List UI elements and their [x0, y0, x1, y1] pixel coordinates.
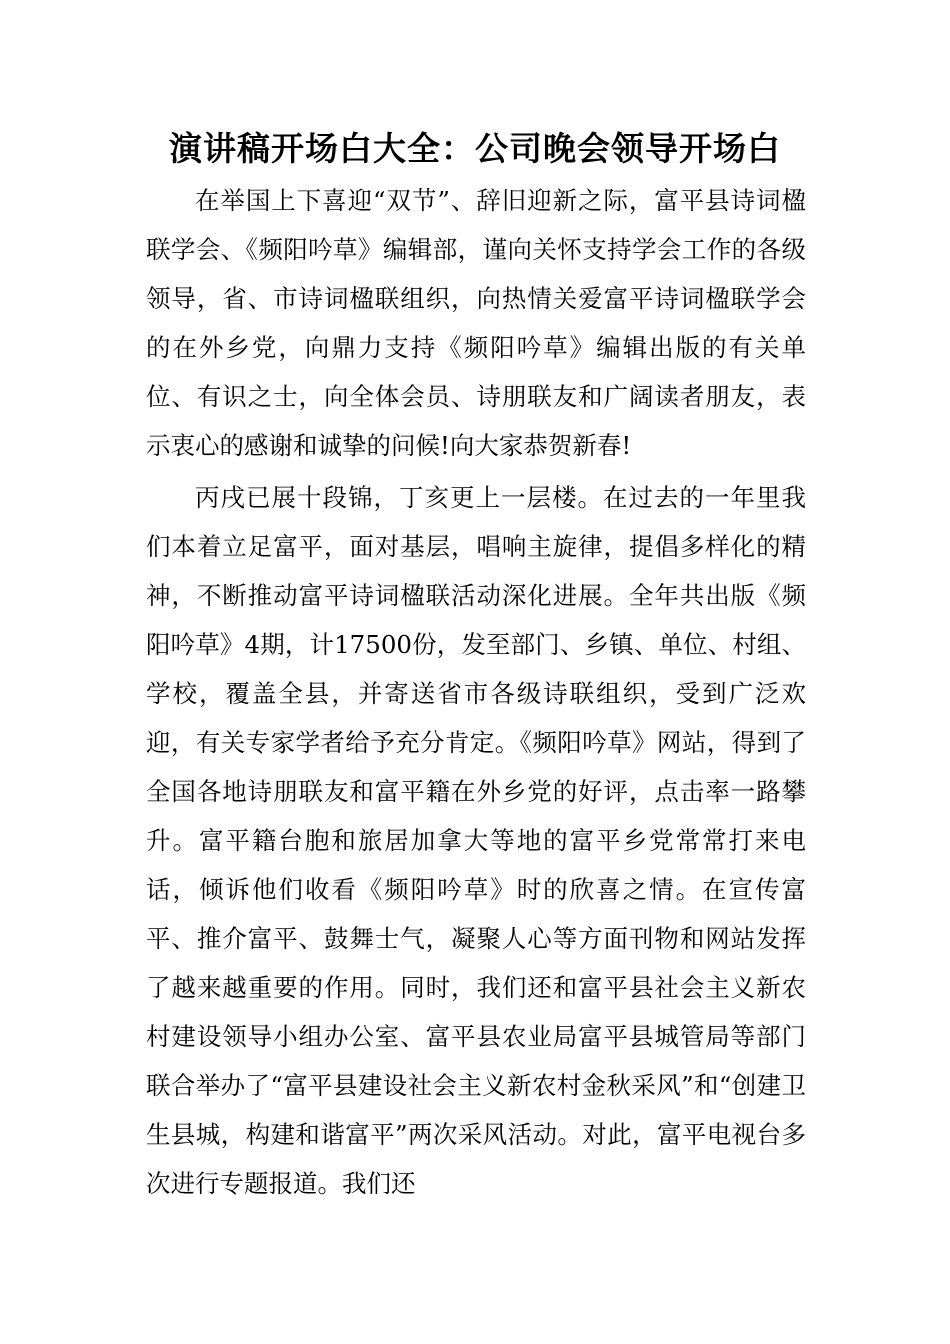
document-title: 演讲稿开场白大全：公司晚会领导开场白	[169, 129, 781, 168]
paragraph-2: 丙戌已展十段锦，丁亥更上一层楼。在过去的一年里我们本着立足富平，面对基层，唱响主旋律，提倡多样化的精神，不断推动富平诗词楹联活动深化进展。全年共出版《频阳吟草》4期，计17500份，发至部门、乡镇、单位、村组、学校，覆盖全县，并寄送省市各级诗联组织，受到广泛欢迎，有关专家学者给予充分肯定。《频阳吟草》网站，得到了全国各地诗朋联友和富平籍在外乡党的好评，点击率一路攀升。富平籍台胞和旅居加拿大等地的富平乡党常常打来电话，倾诉他们收看《频阳吟草》时的欣喜之情。在宣传富平、推介富平、鼓舞士气，凝聚人心等方面刊物和网站发挥了越来越重要的作用。同时，我们还和富平县社会主义新农村建设领导小组办公室、富平县农业局富平县城管局等部门联合举办了“富平县建设社会主义新农村金秋采风”和“创建卫生县城，构建和谐富平”两次采风活动。对此，富平电视台多次进行专题报道。我们还	[146, 483, 806, 1198]
paragraph-1: 在举国上下喜迎“双节”、辞旧迎新之际，富平县诗词楹联学会、《频阳吟草》编辑部，谨向关怀支持学会工作的各级领导，省、市诗词楹联组织，向热情关爱富平诗词楹联学会的在外乡党，向鼎力支持《频阳吟草》编辑出版的有关单位、有识之士，向全体会员、诗朋联友和广阔读者朋友，表示衷心的感谢和诚挚的问候!向大家恭贺新春!	[146, 186, 806, 460]
